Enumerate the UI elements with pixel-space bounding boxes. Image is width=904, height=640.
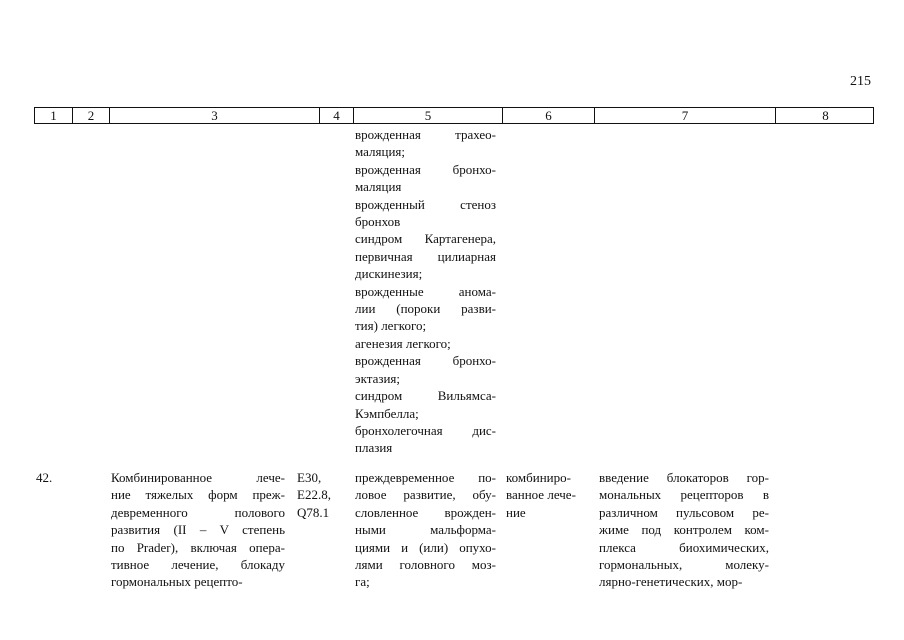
- text-line: маляция: [355, 179, 402, 195]
- header-cell-8: 8: [775, 108, 875, 123]
- page-number: 215: [850, 74, 871, 89]
- text-line: гормональных, молеку-: [599, 557, 769, 573]
- header-cell-1: 1: [50, 108, 57, 123]
- table-header-row: [34, 107, 874, 124]
- text-line: девременного полового: [111, 504, 285, 520]
- text-line: тивное лечение, блокаду: [111, 557, 285, 573]
- header-cell-3: 3: [109, 108, 319, 123]
- text-line: первичная цилиарная: [355, 248, 496, 264]
- header-cell-5: 5: [353, 108, 502, 123]
- text-line: по Prader), включая опера-: [111, 539, 285, 555]
- row-42-column-5: [355, 469, 496, 591]
- text-line: E22.8,: [297, 487, 331, 503]
- text-line: синдром Вильямса-: [355, 388, 496, 404]
- row-42-column-7: [599, 469, 769, 591]
- text-line: словленное врожден-: [355, 504, 496, 520]
- text-line: га;: [355, 574, 370, 590]
- text-line: развития (II – V степень: [111, 522, 285, 538]
- text-line: врожденная бронхо-: [355, 353, 496, 369]
- text-line: эктазия;: [355, 370, 401, 386]
- text-line: ловое развитие, обу-: [355, 487, 496, 503]
- text-line: ние тяжелых форм преж-: [111, 487, 285, 503]
- text-line: синдром Картагенера,: [355, 231, 496, 247]
- text-line: плекса биохимических,: [599, 539, 769, 555]
- header-cell-2: 2: [72, 108, 109, 123]
- text-line: различном пульсовом ре-: [599, 504, 769, 520]
- text-line: дискинезия;: [355, 266, 423, 282]
- text-line: лярно-генетических, мор-: [599, 574, 743, 590]
- text-line: Q78.1: [297, 504, 330, 520]
- row-42-column-6: [506, 469, 590, 521]
- text-line: лии (пороки разви-: [355, 301, 496, 317]
- text-line: врожденные анома-: [355, 283, 496, 299]
- text-line: E30,: [297, 470, 322, 485]
- row-42-column-4: [297, 469, 347, 521]
- text-line: гормональных рецепто-: [111, 574, 243, 590]
- text-line: врожденная трахео-: [355, 127, 496, 142]
- text-line: врожденный стеноз: [355, 196, 496, 212]
- header-cell-7: 7: [594, 108, 775, 123]
- text-line: Комбинированное лече-: [111, 470, 285, 485]
- text-line: ние: [506, 504, 526, 520]
- text-line: плазия: [355, 440, 393, 456]
- text-line: тия) легкого;: [355, 318, 427, 334]
- text-line: врожденная бронхо-: [355, 161, 496, 177]
- text-line: лями головного моз-: [355, 557, 496, 573]
- row-42-number: 42.: [36, 470, 53, 485]
- text-line: введение блокаторов гор-: [599, 470, 769, 485]
- text-line: циями и (или) опухо-: [355, 539, 496, 555]
- header-cell-4: 4: [319, 108, 353, 123]
- text-line: маляция;: [355, 144, 405, 160]
- continued-row-column-5: [355, 126, 496, 457]
- text-line: агенезия легкого;: [355, 335, 451, 351]
- row-42-column-3: [111, 469, 285, 591]
- text-line: ными мальформа-: [355, 522, 496, 538]
- text-line: бронхов: [355, 214, 401, 230]
- header-cell-6: 6: [502, 108, 594, 123]
- text-line: преждевременное по-: [355, 470, 496, 485]
- text-line: комбиниро-: [506, 470, 571, 485]
- text-line: бронхолегочная дис-: [355, 422, 496, 438]
- text-line: Кэмпбелла;: [355, 405, 419, 421]
- text-line: ванное лече-: [506, 487, 576, 503]
- text-line: жиме под контролем ком-: [599, 522, 769, 538]
- text-line: мональных рецепторов в: [599, 487, 769, 503]
